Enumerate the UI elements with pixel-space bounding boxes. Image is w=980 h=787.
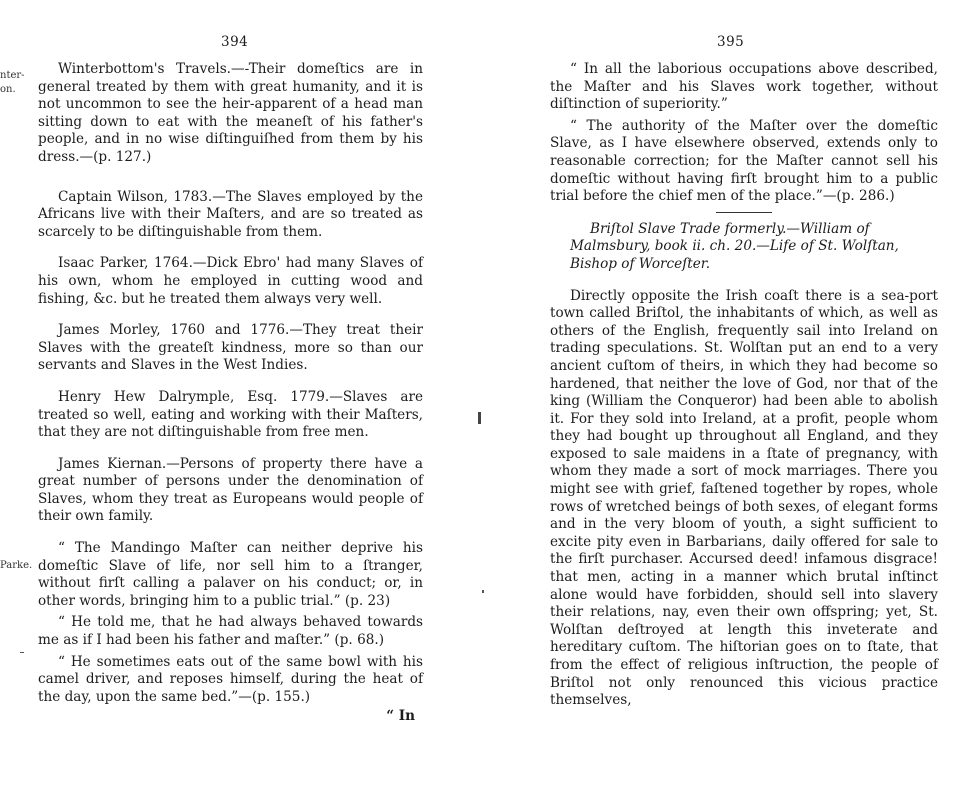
paragraph-camel-quote: “ He sometimes eats out of the same bowl with his camel driver, and reposes himself, during the heat of the day, upon the same bed.”—(p. 155.): [38, 653, 423, 705]
gutter-mark: [478, 412, 481, 424]
right-page: [490, 0, 980, 787]
paragraph-kiernan: James Kiernan.—Persons of property there have a great number of persons under the denomination of Slaves, whom they treat as Europeans would people of their own family.: [38, 455, 423, 525]
paragraph-mandingo-quote: “ The Mandingo Maſter can neither deprive his domeſtic Slave of life, nor sell him to a ſtranger, without firſt calling a palaver on his conduct; or, in other words, bringing him to a public trial.” (p. 23): [38, 540, 423, 609]
print-speck: [482, 590, 484, 593]
paragraph-parker: Isaac Parker, 1764.—Dick Ebro' had many Slaves of his own, whom he employed in cutting wood and fishing, &c. but he treated them always very well.: [38, 255, 423, 307]
paragraph-winterbottom: Winterbottom's Travels.—-Their domeſtics are in general treated by them with great humanity, and it is not uncommon to see the heir-apparent of a head man sitting down to eat with the meaneſt of his father's people, and in no wise diſtinguiſhed from them by his dress.—(p. 127.): [38, 61, 423, 165]
print-speck: [20, 652, 24, 653]
paragraph-morley: James Morley, 1760 and 1776.—They treat their Slaves with the greateſt kindness, more so than our servants and Slaves in the West Indies.: [38, 322, 423, 374]
section-heading: Briſtol Slave Trade formerly.—William of Malmsbury, book ii. ch. 20.—Life of St. Wolſtan, Bishop of Worceſter.: [570, 220, 899, 272]
paragraph-father-quote: “ He told me, that he had always behaved towards me as if I had been his father and maſter.” (p. 68.): [38, 614, 423, 649]
catchword: “ In: [386, 708, 415, 725]
margin-note: Parke.: [0, 560, 33, 571]
page-number-left: 394: [221, 34, 249, 50]
paragraph-authority-quote: “ The authority of the Maſter over the domeſtic Slave, as I have elsewhere observed, extends only to reasonable correction; for the Maſter cannot sell his domeſtic without having firſt brought him to a public trial before the chief men of the place.”—(p. 286.): [550, 117, 938, 205]
paragraph-occupations-quote: “ In all the laborious occupations above described, the Maſter and his Slaves work together, without diſtinction of superiority.”: [550, 61, 938, 113]
left-text-column: [38, 61, 423, 726]
page-number-right: 395: [717, 34, 745, 50]
margin-note: nter-: [0, 70, 25, 81]
margin-note: on.: [0, 84, 16, 95]
paragraph-bristol: Directly opposite the Irish coaſt there is a sea-port town called Briſtol, the inhabitants of which, as well as others of the English, frequently sail into Ireland on trading speculations. St. Wolſtan put an end to a very ancient cuſtom of theirs, in which they had become so hardened, that neither the love of God, nor that of the king (William the Conqueror) had been able to abolish it. For they sold into Ireland, at a profit, people whom they had bought up throughout all England, and they exposed to sale maidens in a ſtate of pregnancy, with whom they made a sort of mock marriages. There you might see with grief, faſtened together by ropes, whole rows of wretched beings of both sexes, of elegant forms and in the very bloom of youth, a sight sufficient to excite pity even in Barbarians, daily offered for sale to the firſt purchaser. Accursed deed! infamous disgrace! that men, acting in a manner which brutal inſtinct alone would have forbidden, should sell into slavery their relations, nay, even their own offspring; yet, St. Wolſtan deſtroyed at length this inveterate and hereditary cuſtom. The hiſtorian goes on to ſtate, that from the effect of religious inſtruction, the people of Briſtol not only renounced this vicious practice themselves,: [550, 287, 938, 709]
paragraph-wilson: Captain Wilson, 1783.—The Slaves employed by the Africans live with their Maſters, and are so treated as scarcely to be diſtinguishable from them.: [38, 188, 423, 240]
paragraph-dalrymple: Henry Hew Dalrymple, Esq. 1779.—Slaves are treated so well, eating and working with their Maſters, that they are not diſtinguishable from free men.: [38, 388, 423, 441]
section-rule: [716, 212, 772, 213]
right-text-column: [550, 61, 938, 710]
